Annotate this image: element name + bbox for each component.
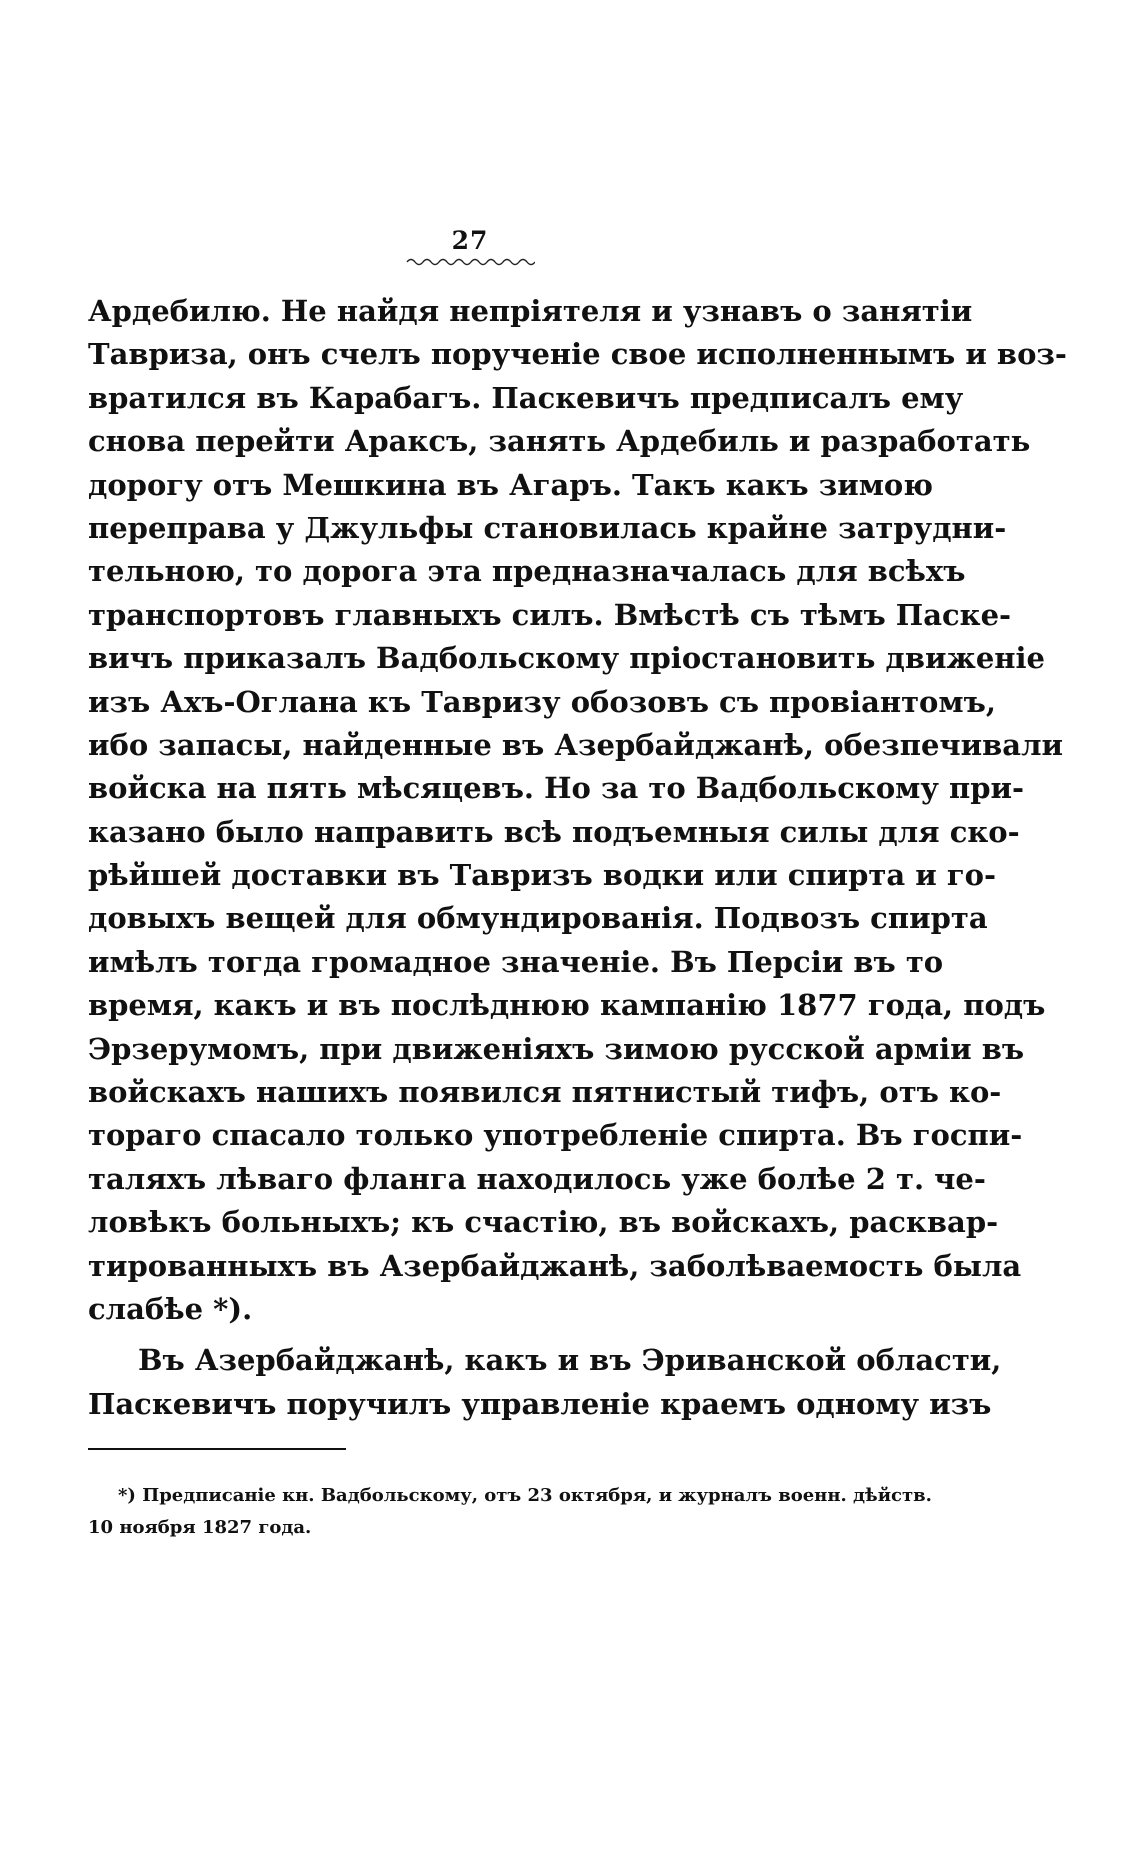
paragraph-gap: [88, 1331, 856, 1339]
text-line: снова перейти Араксъ, занять Ардебиль и разработать: [88, 424, 1031, 459]
text-line: транспортовъ главныхъ силъ. Вмѣстѣ съ тѣмъ Паске-: [88, 597, 1012, 632]
text-line: переправа у Джульфы становилась крайне затрудни-: [88, 510, 1007, 545]
footnote: [88, 1480, 932, 1544]
text-line: Паскевичъ поручилъ управленіе краемъ одному изъ: [88, 1386, 992, 1421]
text-line: дорогу отъ Мешкина въ Агаръ. Такъ какъ зимою: [88, 467, 934, 502]
text-line: слабѣе *).: [88, 1291, 253, 1326]
text-line: тированныхъ въ Азербайджанѣ, заболѣваемость была: [88, 1248, 1022, 1283]
main-text: [88, 290, 1067, 1426]
text-line: Въ Азербайджанѣ, какъ и въ Эриванской области,: [138, 1343, 1002, 1378]
footnote-line: *) Предписаніе кн. Вадбольскому, отъ 23 октября, и журналъ военн. дѣйств.: [118, 1485, 932, 1506]
text-line: ловѣкъ больныхъ; къ счастію, въ войскахъ, расквар-: [88, 1205, 999, 1240]
page-number: 27: [451, 226, 489, 255]
text-line: войскахъ нашихъ появился пятнистый тифъ, отъ ко-: [88, 1075, 1002, 1110]
wavy-ornament: [405, 256, 535, 268]
text-line: вратился въ Карабагъ. Паскевичъ предписалъ ему: [88, 380, 964, 415]
text-line: войска на пять мѣсяцевъ. Но за то Вадбольскому при-: [88, 771, 1025, 806]
text-line: таляхъ лѣваго фланга находилось уже болѣе 2 т. че-: [88, 1161, 986, 1196]
text-line: Эрзерумомъ, при движеніяхъ зимою русской арміи въ: [88, 1031, 1025, 1066]
text-line: тельною, то дорога эта предназначалась для всѣхъ: [88, 554, 966, 589]
footnote-divider: [88, 1448, 346, 1450]
footnote-line: 10 ноября 1827 года.: [88, 1517, 312, 1538]
text-line: изъ Ахъ-Оглана къ Тавризу обозовъ съ провіантомъ,: [88, 684, 996, 719]
text-line: казано было направить всѣ подъемныя силы для ско-: [88, 814, 1020, 849]
text-line: вичъ приказалъ Вадбольскому пріостановить движеніе: [88, 641, 1045, 676]
text-line: довыхъ вещей для обмундированія. Подвозъ спирта: [88, 901, 988, 936]
text-line: время, какъ и въ послѣднюю кампанію 1877 года, подъ: [88, 988, 1046, 1023]
text-line: рѣйшей доставки въ Тавризъ водки или спирта и го-: [88, 858, 997, 893]
text-line: имѣлъ тогда громадное значеніе. Въ Персіи въ то: [88, 944, 944, 979]
text-line: тораго спасало только употребленіе спирта. Въ госпи-: [88, 1118, 1023, 1153]
text-line: Тавриза, онъ счелъ порученіе свое исполненнымъ и воз-: [88, 337, 1067, 372]
text-line: Ардебилю. Не найдя непріятеля и узнавъ о занятіи: [88, 294, 973, 328]
text-line: ибо запасы, найденные въ Азербайджанѣ, обезпечивали: [88, 727, 1064, 762]
